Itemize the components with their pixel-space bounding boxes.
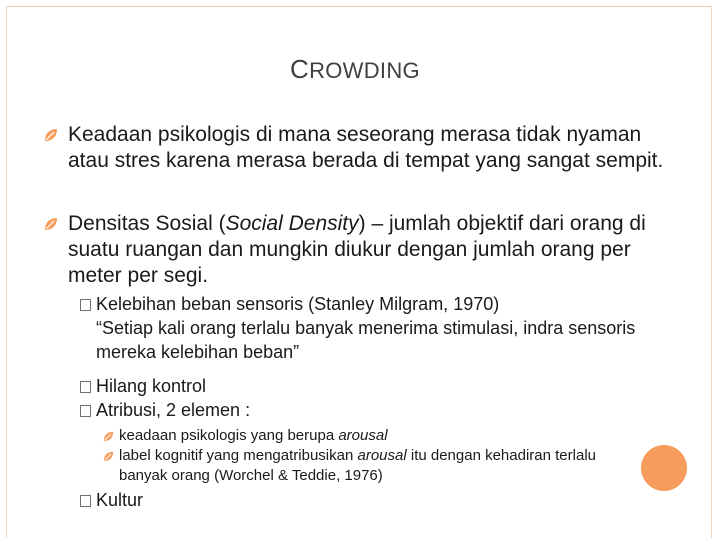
sub-bullet-text: Atribusi, 2 elemen : — [96, 400, 251, 420]
checkbox-bullet-icon — [80, 299, 91, 311]
sub-bullet-item — [80, 398, 650, 422]
sub-sub-bullet-text: keadaan psikologis yang berupa arousal — [119, 427, 388, 444]
sub-bullet-text: Hilang kontrol — [96, 376, 207, 396]
sub-sub-bullet-text: label kognitif yang mengatribusikan arousal itu dengan kehadiran terlalu banyak orang (Worchel & Teddie, 1976) — [119, 447, 596, 484]
slide-title: CROWDING — [290, 54, 420, 84]
bullet-text: Keadaan psikologis di mana seseorang merasa tidak nyaman atau stres karena merasa berada di tempat yang sangat sempit. — [68, 123, 664, 172]
sub-bullet-text: Kultur — [96, 490, 144, 510]
sub-bullet-item — [80, 374, 650, 398]
sub-bullet-item — [80, 488, 650, 512]
bullet-text: Densitas Sosial (Social Density) – jumlah objektif dari orang di suatu ruangan dan mungkin diukur dengan jumlah orang per meter per segi. — [68, 212, 646, 287]
bullet-item — [44, 211, 664, 289]
leaf-icon — [44, 217, 58, 231]
checkbox-bullet-icon — [80, 405, 91, 417]
sub-sub-bullet-item — [103, 426, 643, 446]
sub-bullet-text: Kelebihan beban sensoris (Stanley Milgram, 1970) — [96, 294, 500, 314]
leaf-icon — [103, 451, 114, 462]
checkbox-bullet-icon — [80, 495, 91, 507]
sub-bullet-item — [80, 292, 650, 364]
sub-bullet-quote: “Setiap kali orang terlalu banyak menerima stimulasi, indra sensoris mereka kelebihan beban” — [96, 318, 636, 362]
leaf-icon — [44, 128, 58, 142]
leaf-icon — [103, 431, 114, 442]
checkbox-bullet-icon — [80, 381, 91, 393]
decorative-circle — [641, 445, 687, 491]
bullet-item — [44, 122, 664, 174]
sub-sub-bullet-item — [103, 446, 643, 486]
